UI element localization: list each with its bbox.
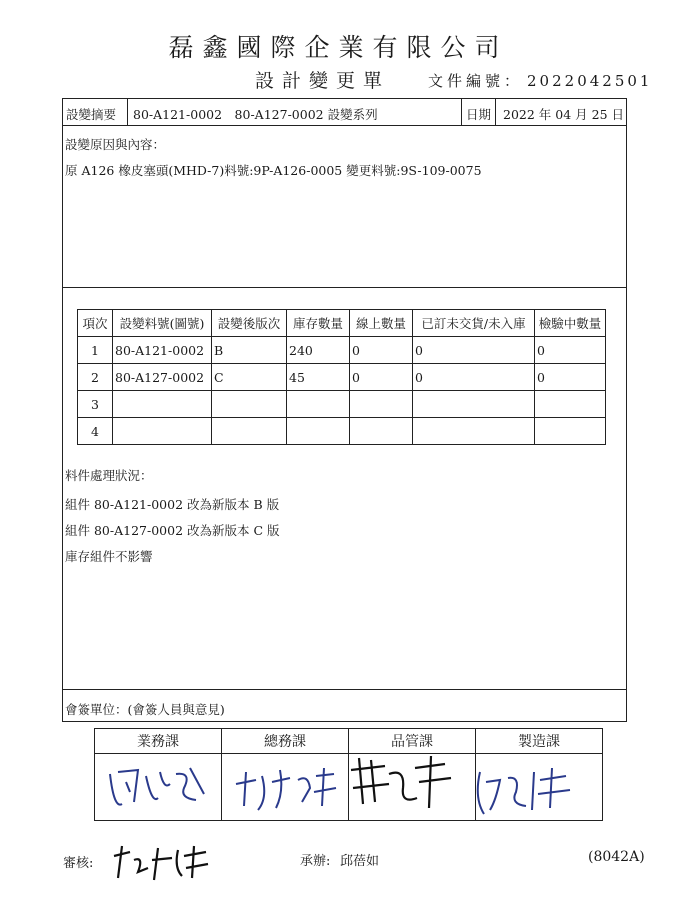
ordered-qty: 0	[413, 364, 535, 391]
form-frame	[62, 98, 627, 722]
reviewer-signature	[108, 838, 218, 884]
col-header-stock-qty: 庫存數量	[287, 310, 350, 337]
inspection-qty: 0	[535, 364, 606, 391]
stock-qty	[287, 418, 350, 445]
summary-value: 80-A121-0002 80-A127-0002 設變系列	[133, 107, 378, 122]
signature-general-affairs	[228, 758, 348, 820]
reason-text: 原 A126 橡皮塞頭(MHD-7)料號:9P-A126-0005 變更料號:9S-109-0075	[65, 163, 482, 178]
signature-sales	[100, 754, 220, 824]
inspection-qty	[535, 418, 606, 445]
material-line: 庫存組件不影響	[65, 549, 153, 564]
handler-label: 承辦:	[300, 854, 331, 869]
date-label: 日期	[466, 107, 492, 122]
line-qty: 0	[350, 364, 413, 391]
part-no: 80-A121-0002	[113, 337, 212, 364]
revision	[212, 391, 287, 418]
dept-sales: 業務課	[95, 729, 222, 754]
stock-qty	[287, 391, 350, 418]
col-header-inspection-qty: 檢驗中數量	[535, 310, 606, 337]
part-no	[113, 391, 212, 418]
row-index: 4	[78, 418, 113, 445]
table-row	[78, 364, 606, 391]
items-table	[77, 309, 606, 445]
col-header-index: 項次	[78, 310, 113, 337]
line-qty	[350, 391, 413, 418]
table-row	[78, 418, 606, 445]
table-row	[78, 337, 606, 364]
document-number	[428, 70, 652, 91]
reason-label: 設變原因與內容：	[65, 137, 166, 152]
document-number-label: 文件編號：	[428, 72, 524, 90]
items-table-header	[78, 310, 606, 337]
row-index: 3	[78, 391, 113, 418]
date-value: 2022 年 04 月 25 日	[503, 107, 624, 122]
material-label: 料件處理狀況：	[65, 468, 153, 483]
table-row	[78, 391, 606, 418]
col-header-ordered-qty: 已訂未交貨/未入庫	[413, 310, 535, 337]
ordered-qty: 0	[413, 337, 535, 364]
stock-qty: 45	[287, 364, 350, 391]
col-header-revision: 設變後版次	[212, 310, 287, 337]
ordered-qty	[413, 418, 535, 445]
line-qty: 0	[350, 337, 413, 364]
material-line: 組件 80-A127-0002 改為新版本 C 版	[65, 523, 280, 538]
material-line: 組件 80-A121-0002 改為新版本 B 版	[65, 497, 280, 512]
review-label: 審核:	[63, 856, 94, 871]
handler-name: 邱蓓如	[340, 854, 380, 869]
dept-manufacturing: 製造課	[476, 729, 603, 754]
ordered-qty	[413, 391, 535, 418]
revision: B	[212, 337, 287, 364]
document-title: 設計變更單	[255, 70, 391, 92]
company-name: 磊鑫國際企業有限公司	[168, 33, 509, 62]
dept-general-affairs: 總務課	[222, 729, 349, 754]
row-index: 1	[78, 337, 113, 364]
revision	[212, 418, 287, 445]
part-no	[113, 418, 212, 445]
revision: C	[212, 364, 287, 391]
line-qty	[350, 418, 413, 445]
row-index: 2	[78, 364, 113, 391]
summary-label: 設變摘要	[66, 107, 117, 122]
inspection-qty: 0	[535, 337, 606, 364]
document-number-value: 2022042501	[527, 72, 653, 90]
stock-qty: 240	[287, 337, 350, 364]
form-code: (8042A)	[588, 849, 645, 865]
signature-quality-control	[345, 748, 465, 818]
signature-manufacturing	[470, 758, 590, 824]
inspection-qty	[535, 391, 606, 418]
col-header-part-no: 設變料號(圖號)	[113, 310, 212, 337]
part-no: 80-A127-0002	[113, 364, 212, 391]
col-header-line-qty: 線上數量	[350, 310, 413, 337]
countersign-label: 會簽單位：(會簽人員與意見)	[65, 702, 225, 717]
dept-quality-control: 品管課	[349, 729, 476, 754]
